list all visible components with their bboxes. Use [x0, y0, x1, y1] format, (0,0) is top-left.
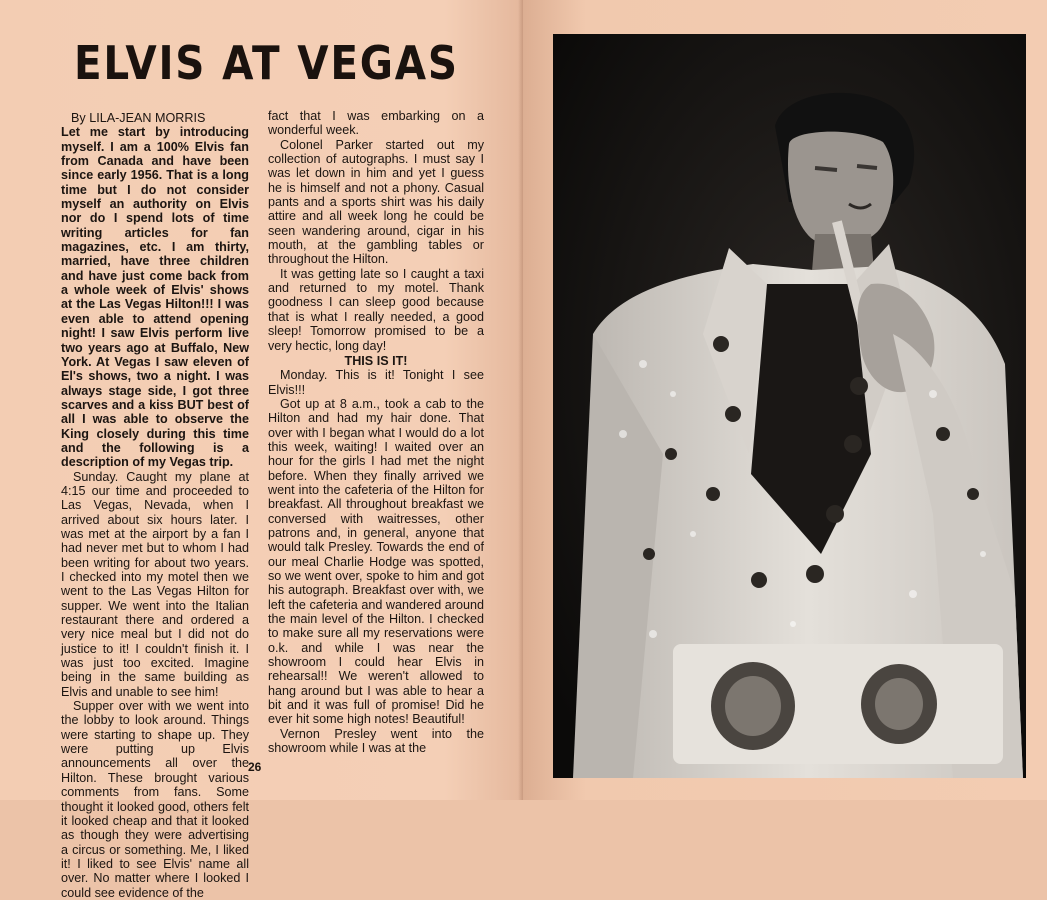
paragraph: Vernon Presley went into the showroom while I was at the [268, 726, 484, 756]
paragraph: Got up at 8 a.m., took a cab to the Hilton and had my hair done. That over with I began what I would do a lot this week, waiting! I waited over an hour for the girls I had met the night before. When they finally arrived we went into the cafeteria of the Hilton for breakfast. All throughout breakfast we conversed with waitresses, other patrons and, in general, anyone that would talk Presley. Towards the end of our meal Charlie Hodge was spotted, so we went over, spoke to him and got his autograph. Breakfast over with, we left the cafeteria and wandered around the main level of the Hilton. I checked to make sure all my reservations were o.k. and while I was near the showroom I could hear Elvis in rehearsal!! We weren't allowed to hang around but I was able to hear a bit and it was full of promise! Did he ever hit some high notes! Beautiful! [268, 396, 484, 727]
paragraph: Monday. This is it! Tonight I see Elvis!!! [268, 368, 484, 397]
section-subhead: THIS IS IT! [344, 353, 408, 368]
performer-photo [553, 34, 1026, 778]
page-number: 26 [248, 760, 262, 774]
paragraph: It was getting late so I caught a taxi and returned to my motel. Thank goodness I can sleep good because that is what I really needed, a good sleep! Tomorrow promised to be a very hectic, long day! [268, 266, 484, 353]
byline: By LILA-JEAN MORRIS [71, 111, 206, 125]
lead-paragraph: Let me start by introducing myself. I am a 100% Elvis fan from Canada and have been since early 1956. That is a long time but I do not consider myself an authority on Elvis nor do I spend lots of time writing articles for fan magazines, etc. I am thirty, married, have three children and have just come back from a whole week of Elvis' shows at the Las Vegas Hilton!!! I was even able to attend opening night! I saw Elvis perform live two years ago at Buffalo, New York. At Vegas I saw eleven of El's shows, two a night. I was always stage side, I got three scarves and a kiss BUT best of all I was able to observe the King closely during this time and the following is a description of my Vegas trip. [61, 125, 249, 470]
text-column-1 [61, 111, 249, 900]
paragraph: Sunday. Caught my plane at 4:15 our time and proceeded to Las Vegas, Nevada, when I arrived about six hours later. I was met at the airport by a fan I had never met but to whom I had been writing for about two years. I checked into my motel then we went to the Las Vegas Hilton for supper. We went into the Italian restaurant there and ordered a very nice meal but I did not do justice to it! I couldn't finish it. I was just too excited. Imagine being in the same building as Elvis and unable to see him! [61, 469, 249, 699]
text-column-2 [268, 109, 484, 755]
left-page [0, 0, 523, 900]
performer-illustration [553, 34, 1026, 778]
paragraph: Supper over with we went into the lobby to look around. Things were starting to shape up. They were putting up Elvis announcements all over the Hilton. These brought various comments from fans. Some thought it looked good, others felt it looked cheap and that it looked as though they were advertising a circus or something. Me, I liked it! I liked to see Elvis' name all over. No matter where I looked I could see evidence of the [61, 699, 249, 900]
paragraph: fact that I was embarking on a wonderful week. [268, 109, 484, 138]
article-title: ELVIS AT VEGAS [74, 36, 459, 90]
paragraph: Colonel Parker started out my collection of autographs. I must say I was let down in him and yet I guess he is himself and not a phony. Casual pants and a sports shirt was his daily attire and all week long he could be seen wandering around, cigar in his mouth, at the gambling tables or throughout the Hilton. [268, 137, 484, 267]
